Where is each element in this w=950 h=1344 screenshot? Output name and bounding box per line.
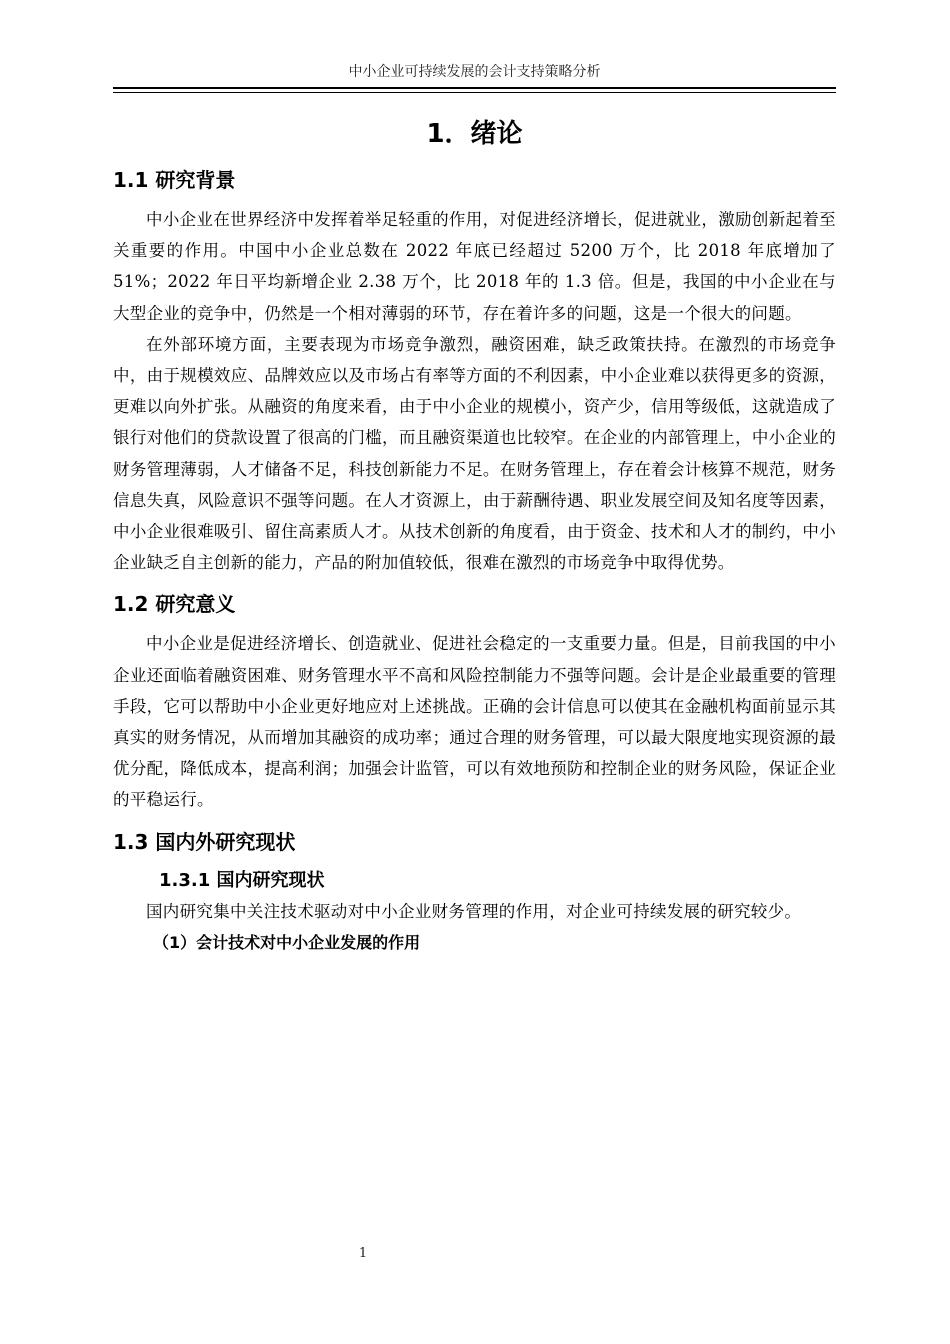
- list-heading-1: （1）会计技术对中小企业发展的作用: [153, 932, 421, 952]
- section-heading-1-2: 1.2 研究意义: [113, 592, 236, 617]
- paragraph-background-1: 中小企业在世界经济中发挥着举足轻重的作用，对促进经济增长，促进就业，激励创新起着至关重要的作用。中国中小企业总数在 2022 年底已经超过 5200 万个，比 2018 年底增加了 51%；2022 年日平均新增企业 2.38 万个，比 2018 年的 1.3 倍。但是，我国的中小企业在与大型企业的竞争中，仍然是一个相对薄弱的环节，存在着许多的问题，这是一个很大的问题。: [113, 210, 836, 323]
- chapter-title: 1．绪论: [426, 119, 523, 149]
- page-number: 1: [358, 1246, 368, 1261]
- paragraph-domestic-research: 国内研究集中关注技术驱动对中小企业财务管理的作用，对企业可持续发展的研究较少。: [146, 901, 802, 921]
- subsection-heading-1-3-1: 1.3.1 国内研究现状: [159, 869, 325, 891]
- page-content: [113, 112, 836, 959]
- header-rule-thick: [113, 87, 836, 89]
- section-heading-1-3: 1.3 国内外研究现状: [113, 829, 296, 854]
- paragraph-significance-1: 中小企业是促进经济增长、创造就业、促进社会稳定的一支重要力量。但是，目前我国的中小企业还面临着融资困难、财务管理水平不高和风险控制能力不强等问题。会计是企业最重要的管理手段，它可以帮助中小企业更好地应对上述挑战。正确的会计信息可以使其在金融机构面前显示其真实的财务情况，从而增加其融资的成功率；通过合理的财务管理，可以最大限度地实现资源的最优分配，降低成本，提高利润；加强会计监管，可以有效地预防和控制企业的财务风险，保证企业的平稳运行。: [113, 634, 836, 810]
- header-rule-thin: [113, 92, 836, 93]
- paragraph-background-2: 在外部环境方面，主要表现为市场竞争激烈，融资困难，缺乏政策扶持。在激烈的市场竞争中，由于规模效应、品牌效应以及市场占有率等方面的不利因素，中小企业难以获得更多的资源，更难以向外扩张。从融资的角度来看，由于中小企业的规模小，资产少，信用等级低，这就造成了银行对他们的贷款设置了很高的门槛，而且融资渠道也比较窄。在企业的内部管理上，中小企业的财务管理薄弱，人才储备不足，科技创新能力不足。在财务管理上，存在着会计核算不规范，财务信息失真，风险意识不强等问题。在人才资源上，由于薪酬待遇、职业发展空间及知名度等因素，中小企业很难吸引、留住高素质人才。从技术创新的角度看，由于资金、技术和人才的制约，中小企业缺乏自主创新的能力，产品的附加值较低，很难在激烈的市场竞争中取得优势。: [113, 334, 836, 573]
- section-heading-1-1: 1.1 研究背景: [113, 168, 236, 192]
- running-header: 中小企业可持续发展的会计支持策略分析: [348, 64, 601, 80]
